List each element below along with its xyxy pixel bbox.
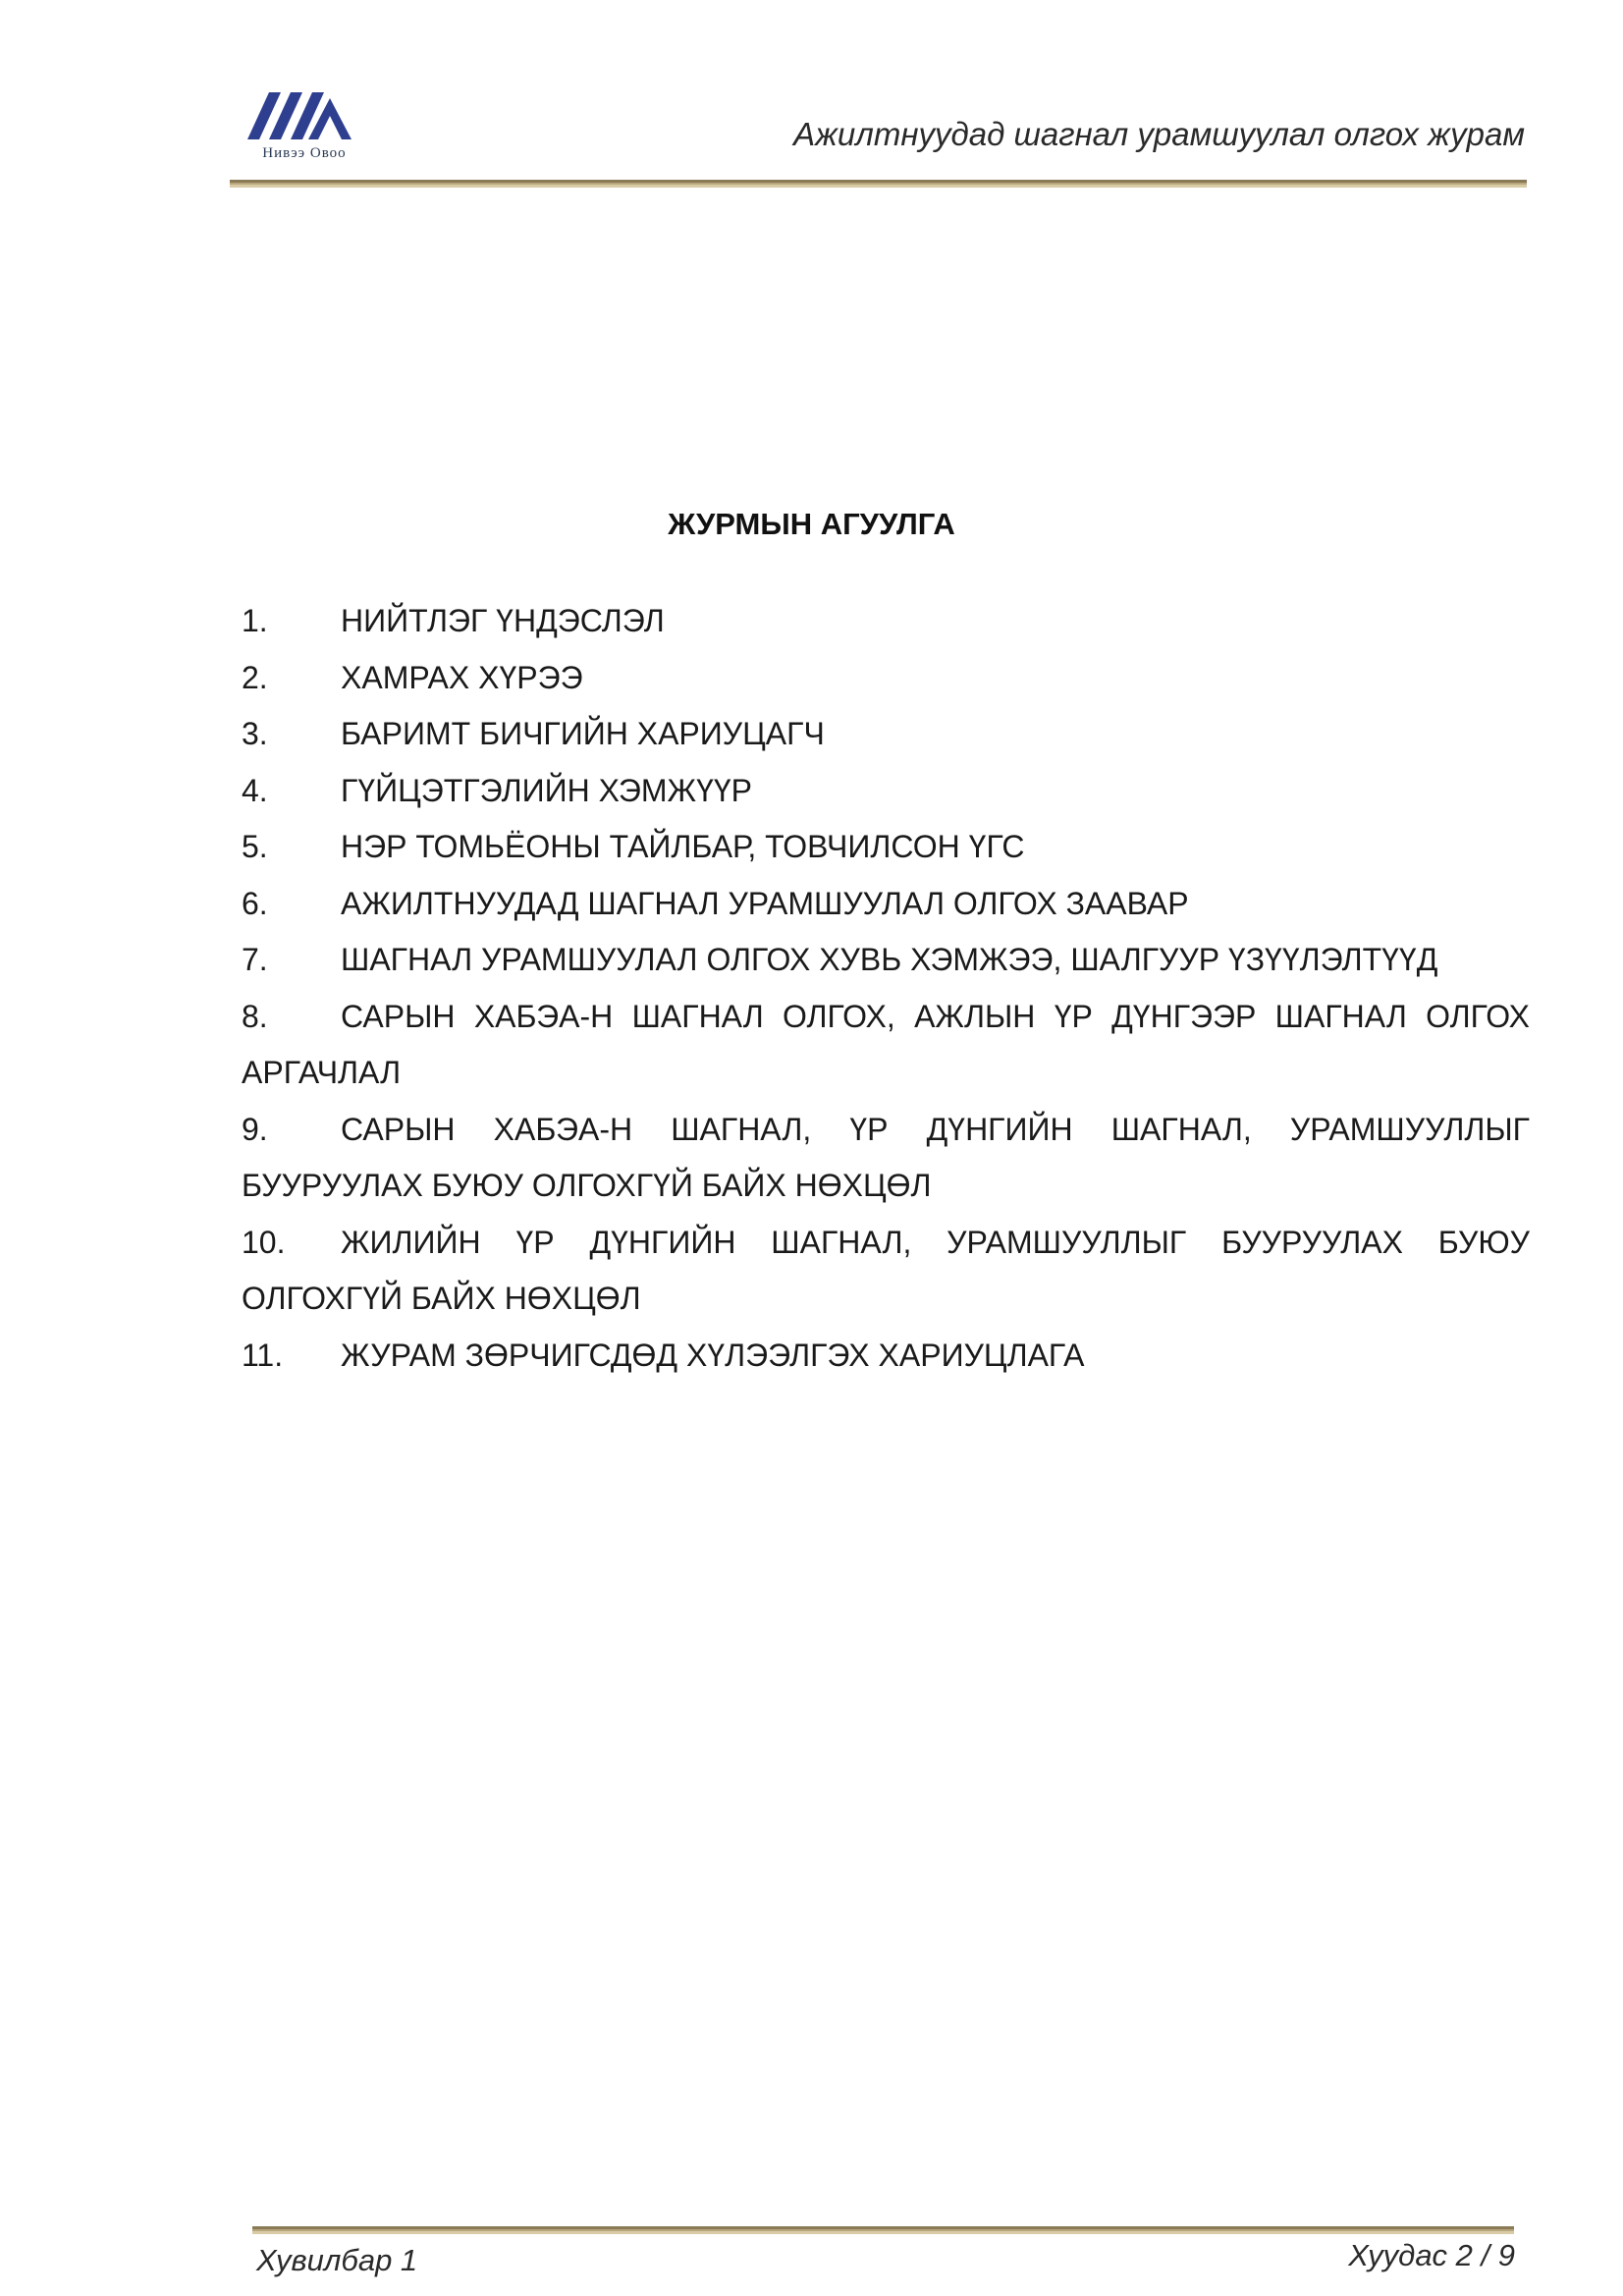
toc-item-label: ЖУРАМ ЗӨРЧИГСДӨД ХҮЛЭЭЛГЭХ ХАРИУЦЛАГА <box>341 1337 1085 1373</box>
toc-item-number: 11. <box>242 1337 284 1373</box>
toc-item-number: 3. <box>242 716 268 751</box>
logo-text: Нивээ Овоо <box>262 145 347 161</box>
toc-item-label: НЭР ТОМЬЁОНЫ ТАЙЛБАР, ТОВЧИЛСОН ҮГС <box>341 829 1025 864</box>
toc-item-number: 8. <box>242 998 268 1034</box>
toc-item <box>242 876 1530 933</box>
toc-item <box>242 1215 1530 1328</box>
toc-item-label: САРЫН ХАБЭА-Н ШАГНАЛ, ҮР ДҮНГИЙН ШАГНАЛ, УРАМШУУЛЛЫГ БУУРУУЛАХ БУЮУ ОЛГОХГҮЙ БАЙХ НӨХЦӨЛ <box>242 1111 1530 1203</box>
toc-item-number: 7. <box>242 942 268 977</box>
toc-item <box>242 706 1530 763</box>
version-label: Хувилбар 1 <box>256 2243 418 2277</box>
toc-item <box>242 650 1530 707</box>
toc-item <box>242 763 1530 820</box>
document-title: Ажилтнуудад шагнал урамшуулал олгох журам <box>793 116 1525 152</box>
toc-item-label: САРЫН ХАБЭА-Н ШАГНАЛ ОЛГОХ, АЖЛЫН ҮР ДҮНГЭЭР ШАГНАЛ ОЛГОХ АРГАЧЛАЛ <box>242 998 1530 1090</box>
footer-divider <box>252 2226 1514 2234</box>
toc-item-number: 6. <box>242 885 268 921</box>
header-divider <box>230 180 1527 188</box>
toc-item-number: 2. <box>242 659 268 695</box>
toc-item-label: ЖИЛИЙН ҮР ДҮНГИЙН ШАГНАЛ, УРАМШУУЛЛЫГ БУУРУУЛАХ БУЮУ ОЛГОХГҮЙ БАЙХ НӨХЦӨЛ <box>242 1224 1530 1316</box>
company-logo <box>240 84 369 163</box>
page-number: Хуудас 2 / 9 <box>1348 2238 1515 2272</box>
toc-item-label: БАРИМТ БИЧГИЙН ХАРИУЦАГЧ <box>341 716 825 751</box>
toc-item <box>242 989 1530 1102</box>
mountain-logo-icon <box>240 84 369 143</box>
toc-item-label: ХАМРАХ ХҮРЭЭ <box>341 659 583 695</box>
toc-item-label: ШАГНАЛ УРАМШУУЛАЛ ОЛГОХ ХУВЬ ХЭМЖЭЭ, ШАЛГУУР ҮЗҮҮЛЭЛТҮҮД <box>341 942 1438 977</box>
toc-item <box>242 593 1530 650</box>
toc-heading: ЖУРМЫН АГУУЛГА <box>668 507 955 541</box>
toc-item-number: 9. <box>242 1111 268 1147</box>
toc-item-label: ГҮЙЦЭТГЭЛИЙН ХЭМЖҮҮР <box>341 772 752 808</box>
toc-item <box>242 932 1530 989</box>
toc-item-number: 10. <box>242 1224 286 1260</box>
table-of-contents <box>242 593 1530 1384</box>
toc-item-label: АЖИЛТНУУДАД ШАГНАЛ УРАМШУУЛАЛ ОЛГОХ ЗААВАР <box>341 885 1189 921</box>
toc-item-number: 1. <box>242 603 268 638</box>
toc-item-number: 4. <box>242 772 268 808</box>
toc-item-label: НИЙТЛЭГ ҮНДЭСЛЭЛ <box>341 603 665 638</box>
toc-item-number: 5. <box>242 829 268 864</box>
toc-item <box>242 819 1530 876</box>
toc-item <box>242 1328 1530 1385</box>
toc-item <box>242 1102 1530 1215</box>
